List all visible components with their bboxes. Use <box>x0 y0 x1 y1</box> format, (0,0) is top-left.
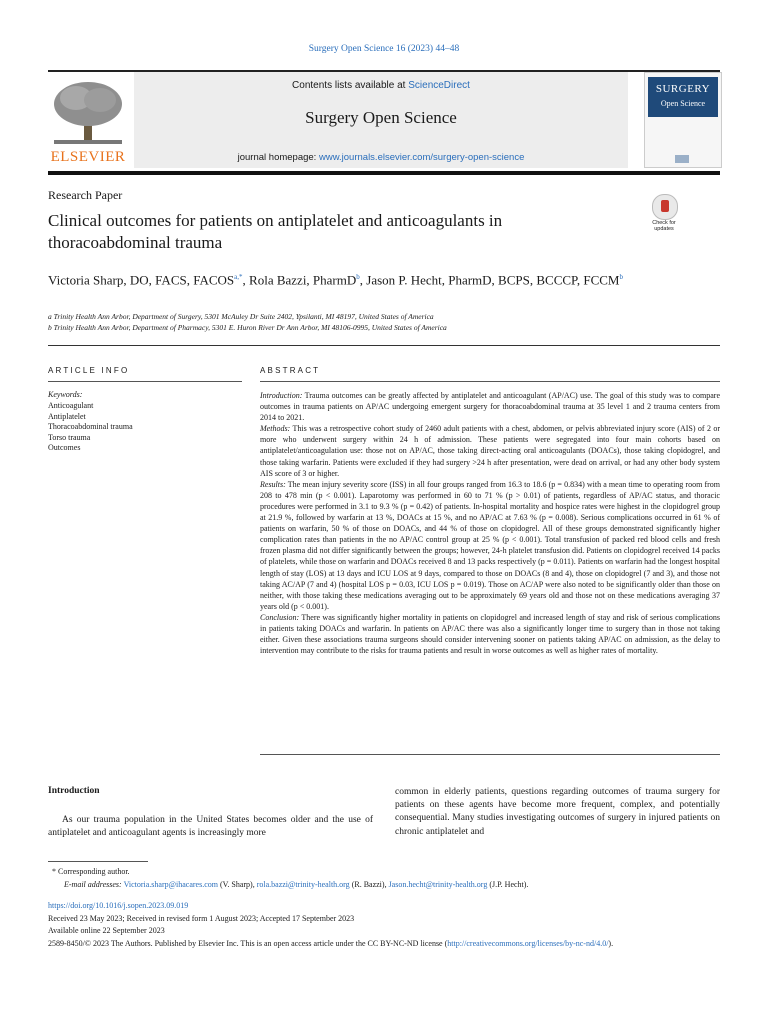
email-label: E-mail addresses: <box>64 880 122 889</box>
email-link-bazzi[interactable]: rola.bazzi@trinity-health.org <box>256 880 350 889</box>
article-info-rule <box>48 381 242 382</box>
conclusion-label: Conclusion: <box>260 612 300 622</box>
header-thick-rule <box>48 171 720 175</box>
cover-mark-icon <box>675 155 689 163</box>
intro-text: Trauma outcomes can be greatly affected by antiplatelet and anticoagulant (AP/AC) use. The goal of this study was to compare outcomes in trauma patients on AP/AC undergoing emergent surgery for thoracoabdominal trauma at 35 level 1 and 2 trauma centers from 2014 to 2021. <box>260 391 720 423</box>
methods-text: This was a retrospective cohort study of 2460 adult patients with a chest, abdomen, or pelvis abbreviated injury score (AIS) of 2 or more who underwent surgery within 24 h of admission. These patients were segregated into four main cohorts based on antiplatelet/anticoagulation use: those not on AP/AC, those taking direct-acting oral anticoagulants (DOACs), those taking clopidogrel, and those taking warfarin. Patients were excluded if they had surgery >24 h after presentation, were dead on arrival, or had any other body system AIS score of 3 or higher. <box>260 424 721 478</box>
received-dates: Received 23 May 2023; Received in revised form 1 August 2023; Accepted 17 September 2023 <box>48 914 355 923</box>
footnote-rule <box>48 861 148 862</box>
conclusion-text: There was significantly higher mortality in patients on clopidogrel and increased length of stay and risk of serious complications in patients taking DOACs and warfarin. In patients on AP/AC there was also a significantly longer time to surgery than in those not taking either. Given these associations trauma surgeons should consider intervening sooner on patients taking AP/AC on admission, as the delay to intervention may contribute to the risks for trauma patients and result in worse outcomes as well as higher rates of mortality. <box>260 612 721 656</box>
journal-reference[interactable]: Surgery Open Science 16 (2023) 44–48 <box>308 44 460 54</box>
email-link-hecht[interactable]: Jason.hecht@trinity-health.org <box>388 880 488 889</box>
contents-prefix: Contents lists available at <box>292 80 406 91</box>
author-1: Victoria Sharp, DO, FACS, FACOS <box>48 272 235 288</box>
cover-band <box>648 77 718 117</box>
license-link[interactable]: http://creativecommons.org/licenses/by-nc-nd/4.0/ <box>447 939 609 948</box>
body-right-column: common in elderly patients, questions regarding outcomes of trauma surgery for patients on these agents have become more frequent, complex, and potentially consequential. Many studies investigating outcomes of surgery in injured patients on chronic antiplatelet and <box>395 787 720 837</box>
doi-link[interactable]: https://doi.org/10.1016/j.sopen.2023.09.019 <box>48 901 189 910</box>
keyword: Antiplatelet <box>48 411 86 421</box>
available-online: Available online 22 September 2023 <box>48 926 165 935</box>
body-left-column: As our trauma population in the United States becomes older and the use of antiplatelet and anticoagulant agents is increasingly more <box>48 815 373 839</box>
keyword: Outcomes <box>48 443 81 452</box>
keyword: Torso trauma <box>48 432 91 442</box>
author-3: , Jason P. Hecht, PharmD, BCPS, BCCCP, FCCM <box>359 272 620 288</box>
publisher-logo-text: ELSEVIER <box>50 149 126 165</box>
results-text: The mean injury severity score (ISS) in all four groups ranged from 16.3 to 18.6 (p = 0.834) with a mean time to operating room from 208 to 478 min (p < 0.001). Laparotomy was performed in 60 to 71 % (p > 0.01) of patients, regardless of AP/AC status, and thoracic procedures were performed in 3.1 to 9.3 % (p = 0.42) of patients. In-hospital mortality and hospice rates were highest in the clopidogrel group at 21.9 %, followed by warfarin at 13 %, DOACs at 15 %, and no AP/AC at 7.63 % (p = 0.008). Serious complications occurred in 61 % of patients on warfarin, 50 % of those on DOACs, and 44 % of those on clopidogrel. All of these groups demonstrated significantly higher complication rates than patients in the no AP/AC control group at 25 % (p < 0.001). Total transfusion of packed red blood cells and fresh frozen plasma did not differ significantly between the groups; however, 24-h platelet transfusion did. Patients on clopidogrel received 14 packs of platelets, while those on warfarin and DOACs received 8 and 13 packs respectively (p = 0.011). Patients on warfarin had the longest hospital length of stay (LOS) at 13 days and ICU LOS at 9 days, compared to those on DOACs (8 and 4), those on clopidogrel (7 and 3), and those not taking AC/AP (7 and 4) (hospital LOS p = 0.03, ICU LOS p = 0.019). Those on AC/AP were also noted to be significantly older than those on neither, with those taking these medications averaging out to be approximately 69 years old and those not on these medications averaging 37 years old (p < 0.001). <box>260 479 721 611</box>
bookmark-icon <box>661 200 669 212</box>
abstract-heading: ABSTRACT <box>260 366 321 375</box>
crossmark-icon <box>652 194 678 220</box>
author-1-affil[interactable]: a,* <box>234 273 243 281</box>
abstract-bottom-rule <box>260 754 720 755</box>
keyword: Thoracoabdominal trauma <box>48 422 133 431</box>
article-title: Clinical outcomes for patients on antiplatelet and anticoagulants in thoracoabdominal trauma <box>48 211 503 252</box>
author-3-affil[interactable]: b <box>619 273 623 281</box>
keyword: Anticoagulant <box>48 401 94 410</box>
abstract-introduction <box>260 390 720 423</box>
check-for-updates-badge[interactable] <box>649 194 679 230</box>
email-name-bazzi: (R. Bazzi), <box>349 880 389 889</box>
keywords-label: Keywords: <box>48 390 83 399</box>
results-label: Results: <box>260 479 286 489</box>
homepage-link[interactable]: www.journals.elsevier.com/surgery-open-science <box>318 152 525 163</box>
abstract-conclusion <box>260 612 720 656</box>
contents-line <box>134 80 628 91</box>
abstract-rule <box>260 381 720 382</box>
crossmark-label: Check for updates <box>652 220 676 232</box>
article-info-heading: ARTICLE INFO <box>48 366 130 375</box>
journal-cover[interactable] <box>644 72 722 168</box>
section-rule <box>48 345 720 346</box>
introduction-heading: Introduction <box>48 786 100 796</box>
author-2-affil[interactable]: b <box>356 273 360 281</box>
license-end: ). <box>608 939 614 948</box>
abstract-methods <box>260 423 720 478</box>
elsevier-logo <box>48 78 128 166</box>
license-text: 2589-8450/© 2023 The Authors. Published by Elsevier Inc. This is an open access article under the CC BY-NC-ND license ( <box>48 939 448 948</box>
homepage-line <box>134 152 628 163</box>
tree-logo-icon <box>48 78 128 146</box>
intro-label: Introduction: <box>260 391 303 400</box>
homepage-prefix: journal homepage: <box>237 152 317 163</box>
email-name-hecht: (J.P. Hecht). <box>487 880 529 889</box>
author-2: , Rola Bazzi, PharmD <box>242 272 357 288</box>
cover-title-line1: SURGERY <box>655 83 711 95</box>
sciencedirect-link[interactable]: ScienceDirect <box>408 80 470 91</box>
affiliation-b: b Trinity Health Ann Arbor, Department of Pharmacy, 5301 E. Huron River Dr Ann Arbor, MI 48106-0995, United States of America <box>48 323 447 332</box>
abstract-results <box>260 479 720 612</box>
cover-title-line2: Open Science <box>660 99 706 108</box>
keywords-list <box>48 401 133 454</box>
author-list <box>48 268 668 289</box>
email-name-sharp: (V. Sharp), <box>217 880 257 889</box>
corresponding-author-note: * Corresponding author. <box>52 867 130 876</box>
email-addresses <box>64 880 528 889</box>
email-link-sharp[interactable]: Victoria.sharp@ihacares.com <box>123 880 218 889</box>
article-type: Research Paper <box>48 188 123 202</box>
abstract-body <box>260 390 720 656</box>
license-statement <box>48 938 720 949</box>
affiliation-a: a Trinity Health Ann Arbor, Department of Surgery, 5301 McAuley Dr Suite 2402, Ypsilanti, MI 48197, United States of America <box>48 312 434 321</box>
journal-title: Surgery Open Science <box>305 108 457 127</box>
methods-label: Methods: <box>260 424 291 434</box>
